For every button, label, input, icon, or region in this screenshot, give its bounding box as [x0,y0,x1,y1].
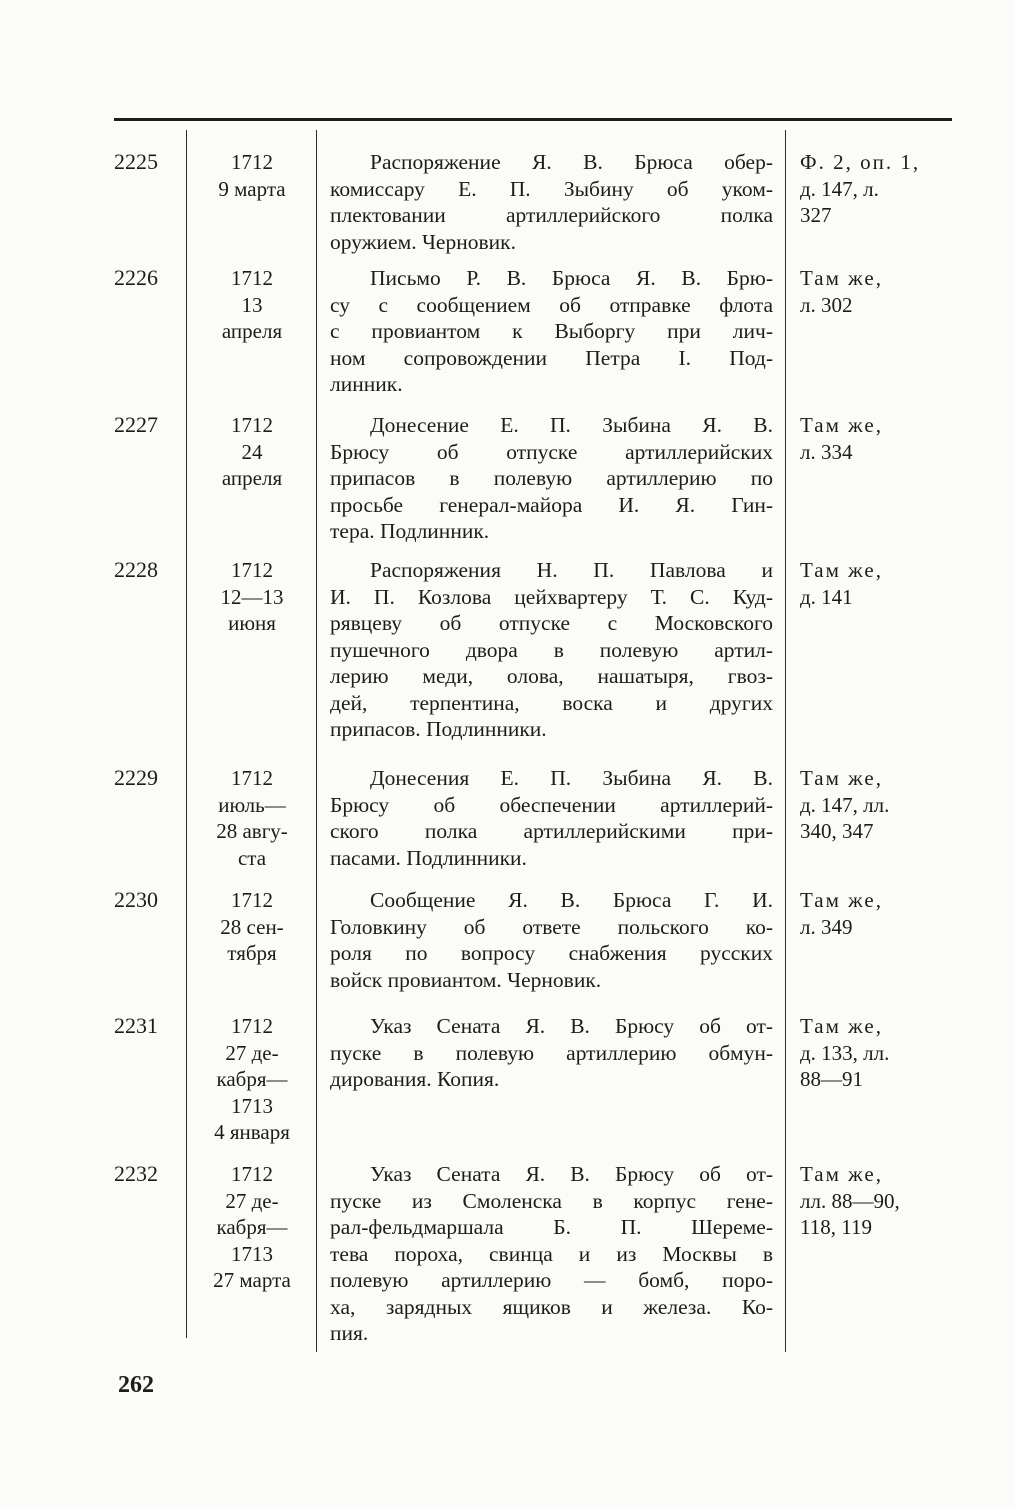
record-date [190,265,314,345]
record-description-line: пия. [330,1321,369,1345]
record-date-line: кабря— [216,1067,288,1091]
record-source-line: Там же, [800,888,883,912]
record-description-line: комиссару Е. П. Зыбину об уком- [330,176,773,201]
record-date-line: 4 января [214,1120,290,1144]
table-top-rule [114,118,952,121]
record-description-line: пушечного двора в полевую артил- [330,637,773,662]
record-source-line: д. 133, лл. [800,1040,890,1065]
record-number: 2230 [114,887,158,912]
record-description [330,887,773,993]
record-description-line: пасами. Подлинники. [330,845,527,870]
column-divider-date [316,130,317,1352]
record-description-line: ном сопровождении Петра I. Под- [330,345,773,370]
record-source-line: лл. 88—90, [800,1188,900,1213]
record-date-line: 1712 [231,150,273,174]
record-number: 2228 [114,557,158,582]
record-source-line: д. 147, лл. [800,792,890,817]
record-date [190,1013,314,1146]
record-source [800,887,960,940]
record-description-line: И. П. Козлова цейхвартеру Т. С. Куд- [330,584,773,609]
record-description-line: ха, зарядных ящиков и железа. Ко- [330,1294,773,1319]
record-description [330,1161,773,1347]
record-description-line: пуске в полевую артиллерию обмун- [330,1040,773,1065]
record-source-line: Там же, [800,1014,883,1038]
record-date [190,557,314,637]
record-description-line: просьбе генерал-майора И. Я. Гин- [330,492,773,517]
record-description-line: припасов. Подлинники. [330,717,547,741]
column-divider-description [785,130,786,1352]
record-date [190,887,314,967]
record-date [190,765,314,871]
record-description-line: линник. [330,372,403,396]
record-number: 2229 [114,765,158,790]
record-date-line: 1713 [231,1093,273,1118]
record-description-line: лерию меди, олова, нашатыря, гвоз- [330,664,773,688]
record-number: 2227 [114,412,158,437]
record-source-line: л. 349 [800,914,853,939]
record-source [800,149,960,229]
record-source [800,765,960,845]
record-source-line: Там же, [800,558,883,582]
record-date-line: 13 [241,292,263,317]
record-source-line: д. 147, л. [800,176,879,201]
record-date-line: 27 де- [225,1040,279,1065]
record-description-line: тева пороха, свинца и из Москвы в [330,1241,773,1266]
record-date-line: 28 авгу- [216,819,288,843]
record-number: 2225 [114,149,158,174]
page-number: 262 [118,1372,154,1398]
record-description-line: рал-фельдмаршала Б. П. Шереме- [330,1215,773,1239]
record-date-line: 28 сен- [220,914,284,939]
record-date-line: 1712 [231,1162,273,1186]
record-source-line: 88—91 [800,1067,863,1091]
record-date-line: 9 марта [218,176,286,201]
record-description-line: дей, терпентина, воска и других [330,690,773,715]
record-number: 2232 [114,1161,158,1186]
record-description-line: Донесение Е. П. Зыбина Я. В. [370,413,773,437]
record-description-line: Распоряжения Н. П. Павлова и [370,558,773,582]
record-date-line: 27 марта [213,1268,291,1292]
record-description-line: су с сообщением об отправке флота [330,292,773,317]
record-number: 2231 [114,1013,158,1038]
record-description-line: войск провиантом. Черновик. [330,967,602,992]
record-description-line: ского полка артиллерийскими при- [330,819,773,843]
column-divider-number [186,130,187,1338]
record-source [800,1161,960,1241]
record-date-line: ста [237,845,267,870]
record-date-line: 12—13 [220,584,284,609]
record-date-line: 1712 [231,266,273,290]
record-description [330,1013,773,1093]
record-description-line: пуске из Смоленска в корпус гене- [330,1188,773,1213]
record-date-line: 1712 [231,888,273,912]
record-description-line: дирования. Копия. [330,1067,500,1091]
record-description-line: Головкину об ответе польского ко- [330,914,773,939]
record-date-line: 1712 [231,1014,273,1038]
record-source-line: Ф. 2, оп. 1, [800,150,921,174]
record-description-line: с провиантом к Выборгу при лич- [330,319,773,343]
record-description-line: плектовании артиллерийского полка [330,203,773,227]
record-source-line: Там же, [800,266,883,290]
record-description-line: припасов в полевую артиллерию по [330,466,773,490]
record-source-line: 118, 119 [800,1215,872,1239]
record-date-line: кабря— [216,1215,288,1239]
record-description-line: Брюсу об отпуске артиллерийских [330,439,773,464]
record-date-line: тября [227,941,277,965]
record-date-line: 1712 [231,766,273,790]
record-description-line: роля по вопросу снабжения русских [330,941,773,965]
record-description-line: Указ Сената Я. В. Брюсу об от- [370,1014,773,1038]
record-description [330,412,773,545]
record-number: 2226 [114,265,158,290]
record-description [330,765,773,871]
record-date-line: 1713 [231,1241,273,1266]
record-description-line: тера. Подлинник. [330,519,490,543]
record-date-line: 27 де- [225,1188,279,1213]
record-description-line: Брюсу об обеспечении артиллерий- [330,792,773,817]
record-source-line: л. 302 [800,292,853,317]
record-source [800,265,960,318]
record-description-line: Указ Сената Я. В. Брюсу об от- [370,1162,773,1186]
record-date-line: 1712 [231,413,273,437]
record-date-line: июль— [218,792,286,817]
record-date [190,1161,314,1294]
record-source-line: Там же, [800,1162,883,1186]
record-source-line: д. 141 [800,584,853,609]
record-date [190,412,314,492]
record-description-line: Письмо Р. В. Брюса Я. В. Брю- [370,266,773,290]
record-source-line: Там же, [800,413,883,437]
record-date-line: апреля [221,319,283,343]
record-date-line: 24 [241,439,263,464]
record-source-line: 327 [800,203,832,227]
record-description [330,149,773,255]
record-description-line: Сообщение Я. В. Брюса Г. И. [370,888,773,912]
record-date-line: апреля [221,466,283,490]
record-source-line: Там же, [800,766,883,790]
record-description-line: полевую артиллерию — бомб, поро- [330,1268,773,1292]
record-date [190,149,314,202]
record-source-line: л. 334 [800,439,853,464]
record-date-line: 1712 [231,558,273,582]
record-date-line: июня [228,611,276,635]
record-source [800,412,960,465]
record-description [330,557,773,743]
record-source [800,557,960,610]
record-description [330,265,773,398]
record-description-line: Распоряжение Я. В. Брюса обер- [370,150,773,174]
record-description-line: оружием. Черновик. [330,229,516,254]
record-description-line: Донесения Е. П. Зыбина Я. В. [370,766,773,790]
record-description-line: рявцеву об отпуске с Московского [330,611,773,635]
record-source-line: 340, 347 [800,819,874,843]
record-source [800,1013,960,1093]
